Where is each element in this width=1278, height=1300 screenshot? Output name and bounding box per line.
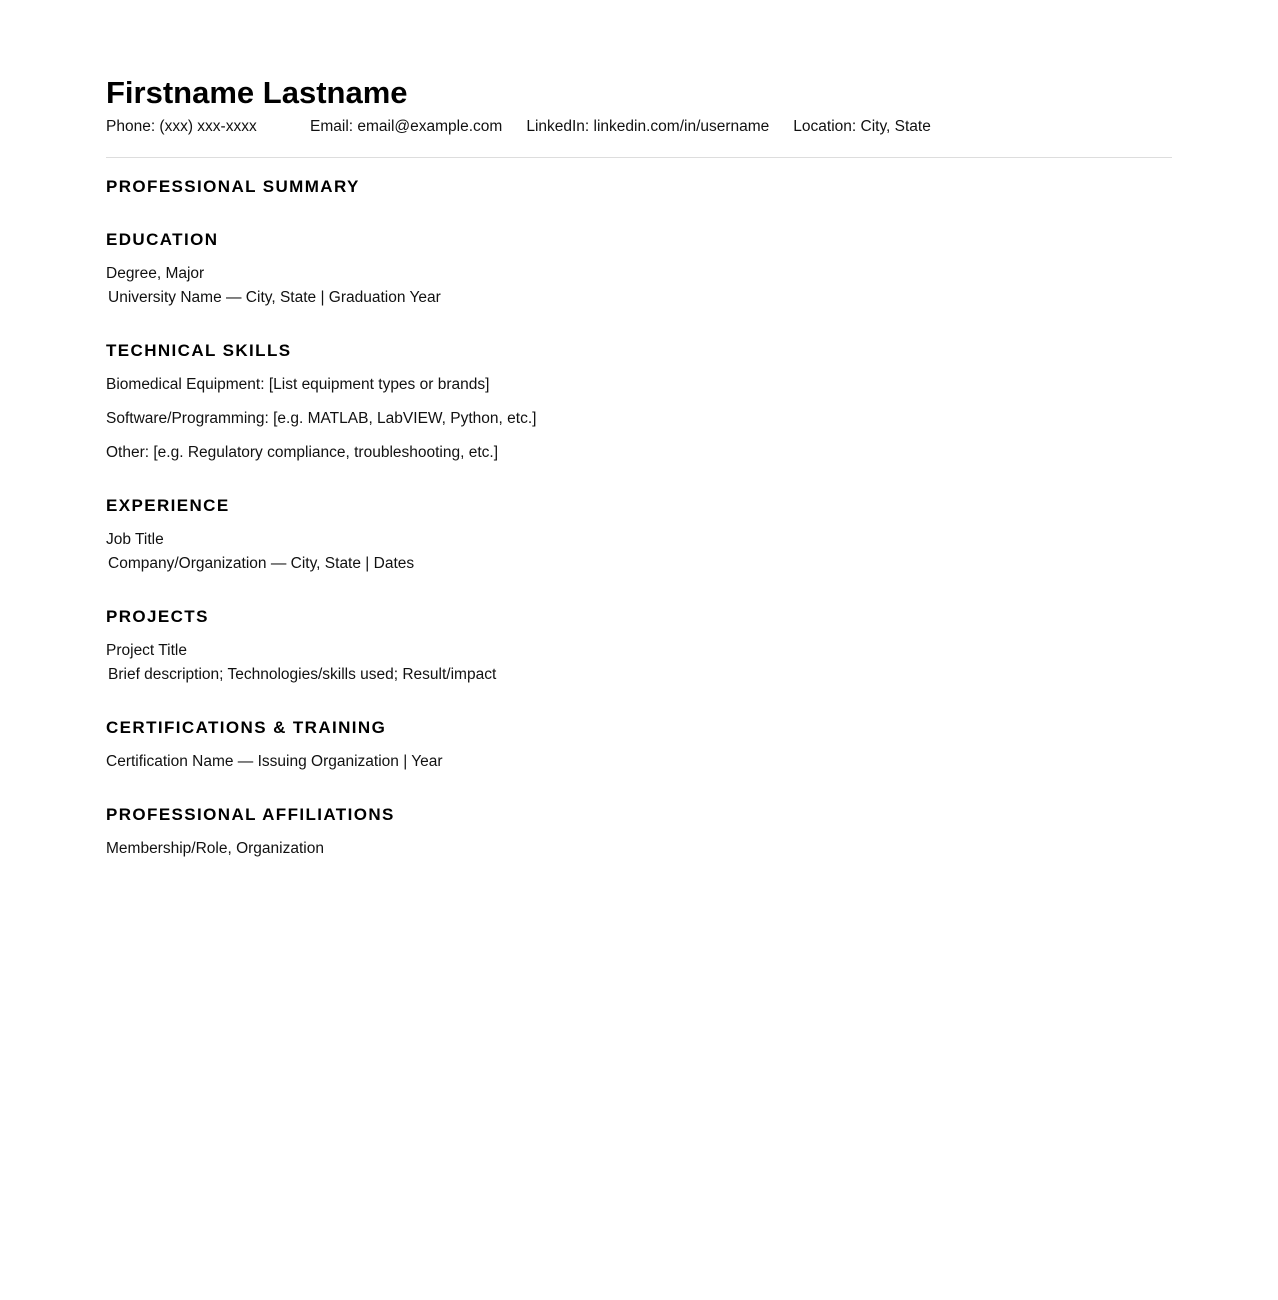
certification-item: Certification Name — Issuing Organization | Year	[106, 753, 443, 770]
skill-item: Biomedical Equipment: [List equipment types or brands]	[106, 376, 490, 393]
section-skills	[106, 341, 1172, 465]
project-details: Brief description; Technologies/skills used; Result/impact	[108, 666, 497, 683]
contact-email: Email: email@example.com	[310, 118, 503, 135]
section-heading: EXPERIENCE	[106, 496, 230, 515]
section-experience	[106, 496, 1172, 576]
contact-info	[106, 115, 1172, 139]
skill-item: Other: [e.g. Regulatory compliance, troubleshooting, etc.]	[106, 444, 499, 461]
section-heading: PROFESSIONAL SUMMARY	[106, 177, 360, 196]
contact-location: Location: City, State	[793, 118, 931, 135]
header-divider	[106, 157, 1172, 158]
section-heading: CERTIFICATIONS & TRAINING	[106, 718, 387, 737]
education-degree: Degree, Major	[106, 265, 205, 282]
section-affiliations	[106, 805, 1172, 861]
section-heading: PROJECTS	[106, 607, 209, 626]
skill-item: Software/Programming: [e.g. MATLAB, LabVIEW, Python, etc.]	[106, 410, 537, 427]
section-summary	[106, 177, 1172, 197]
section-certifications	[106, 718, 1172, 774]
affiliation-item: Membership/Role, Organization	[106, 840, 324, 857]
resume-page	[106, 75, 1172, 892]
job-details: Company/Organization — City, State | Dates	[108, 555, 415, 572]
contact-linkedin: LinkedIn: linkedin.com/in/username	[526, 118, 770, 135]
job-title: Job Title	[106, 531, 164, 548]
section-projects	[106, 607, 1172, 687]
section-heading: EDUCATION	[106, 230, 219, 249]
section-heading: TECHNICAL SKILLS	[106, 341, 292, 360]
candidate-name: Firstname Lastname	[106, 75, 408, 110]
section-education	[106, 230, 1172, 310]
education-details: University Name — City, State | Graduation Year	[108, 289, 441, 306]
project-title: Project Title	[106, 642, 187, 659]
contact-phone: Phone: (xxx) xxx-xxxx	[106, 118, 257, 135]
section-heading: PROFESSIONAL AFFILIATIONS	[106, 805, 395, 824]
